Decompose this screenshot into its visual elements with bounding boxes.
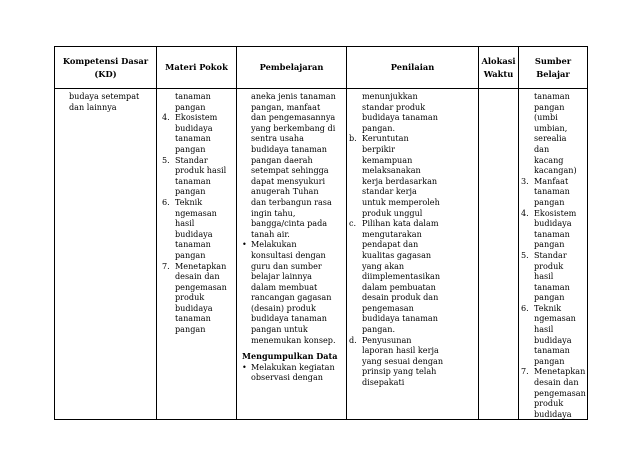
list-item: 6. Teknik ngemasan hasil budidaya tanaman pangan — [162, 196, 217, 260]
materi-pokok-cell: tanaman pangan 4. Ekosistem budidaya tanaman pangan 5. Standar produk hasil tanaman pangan 6. Teknik ngemasan hasil budidaya tanaman pangan 7. Menetapkan desain dan pengemasan produk budidaya tanaman pangan — [157, 89, 237, 420]
bullet-item: • Melakukan kegiatan observasi dengan — [242, 361, 335, 383]
pembelajaran-cell: aneka jenis tanaman pangan, manfaat dan pengemasannya yang berkembang di sentra usaha budidaya tanaman pangan daerah setempat sehingga dapat mensyukuri anugerah Tuhan dan terbangun rasa ingin tahu, bangga/cinta pada tanah air. • Melakukan konsultasi dengan guru dan sumber belajar lainnya dalam membuat rancangan gagasan (desain) produk budidaya tanaman pangan untuk menemukan konsep. Mengumpulkan Data • Melakukan kegiatan observasi dengan — [237, 89, 347, 420]
list-item: 7. Menetapkan desain dan pengemasan produk budidaya tanaman pangan — [162, 260, 227, 335]
bullet-item: • Melakukan konsultasi dengan guru dan sumber belajar lainnya dalam membuat rancangan gagasan (desain) produk budidaya tanaman pangan untuk menemukan konsep. — [242, 239, 336, 345]
alokasi-waktu-cell — [479, 89, 519, 420]
list-item: 3. Manfaat tanaman pangan — [521, 175, 570, 207]
list-item: 4. Ekosistem budidaya tanaman pangan — [162, 112, 218, 154]
list-item: c. Pilihan kata dalam mengutarakan pendapat dan kualitas gagasan yang akan diimplementasikan dalam pembuatan desain produk dan pengemasan budidaya tanaman pangan. — [349, 218, 441, 335]
list-item: 6. Teknik ngemasan hasil budidaya tanaman pangan — [521, 302, 576, 366]
bullet-icon: • — [242, 361, 247, 372]
header-pembelajaran: Pembelajaran — [237, 47, 347, 89]
list-item: 4. Ekosistem budidaya tanaman pangan — [521, 207, 577, 250]
rpp-table — [54, 46, 588, 420]
header-materi-pokok: Materi Pokok — [157, 47, 237, 89]
content-row — [55, 89, 588, 420]
list-item: b. Keruntutan berpikir kemampuan melaksanakan kerja berdasarkan standar kerja untuk memperoleh produk unggul — [349, 133, 440, 218]
header-penilaian: Penilaian — [347, 47, 479, 89]
list-item: 5. Standar produk hasil tanaman pangan — [162, 154, 227, 197]
header-kompetensi-dasar: Kompetensi Dasar (KD) — [55, 47, 157, 89]
header-sumber-belajar: Sumber Belajar — [519, 47, 588, 89]
list-item: 5. Standar produk hasil tanaman pangan — [521, 249, 570, 303]
list-item: d. Penyusunan laporan hasil kerja yang sesuai dengan prinsip yang telah disepakati — [349, 334, 444, 388]
list-item: 7. Menetapkan desain dan pengemasan produk budidaya — [521, 366, 586, 419]
bullet-icon: • — [242, 239, 247, 250]
sumber-belajar-cell: tanaman pangan (umbi umbian, serealia dan kacang kacangan) 3. Manfaat tanaman pangan 4. Ekosistem budidaya tanaman pangan 5. Standar produk hasil tanaman pangan 6. Teknik ngemasan hasil budidaya tanaman pangan 7. Menetapkan desain dan pengemasan produk budidaya — [519, 89, 588, 420]
header-alokasi-waktu: Alokasi Waktu — [479, 47, 519, 89]
header-row — [55, 47, 588, 89]
penilaian-cell: menunjukkan standar produk budidaya tanaman pangan. b. Keruntutan berpikir kemampuan melaksanakan kerja berdasarkan standar kerja untuk memperoleh produk unggul c. Pilihan kata dalam mengutarakan pendapat dan kualitas gagasan yang akan diimplementasikan dalam pembuatan desain produk dan pengemasan budidaya tanaman pangan. d. Penyusunan laporan hasil kerja yang sesuai dengan prinsip yang telah disepakati — [347, 89, 479, 420]
section-heading: Mengumpulkan Data — [242, 351, 338, 362]
kd-cell: budaya setempat dan lainnya — [55, 89, 157, 420]
